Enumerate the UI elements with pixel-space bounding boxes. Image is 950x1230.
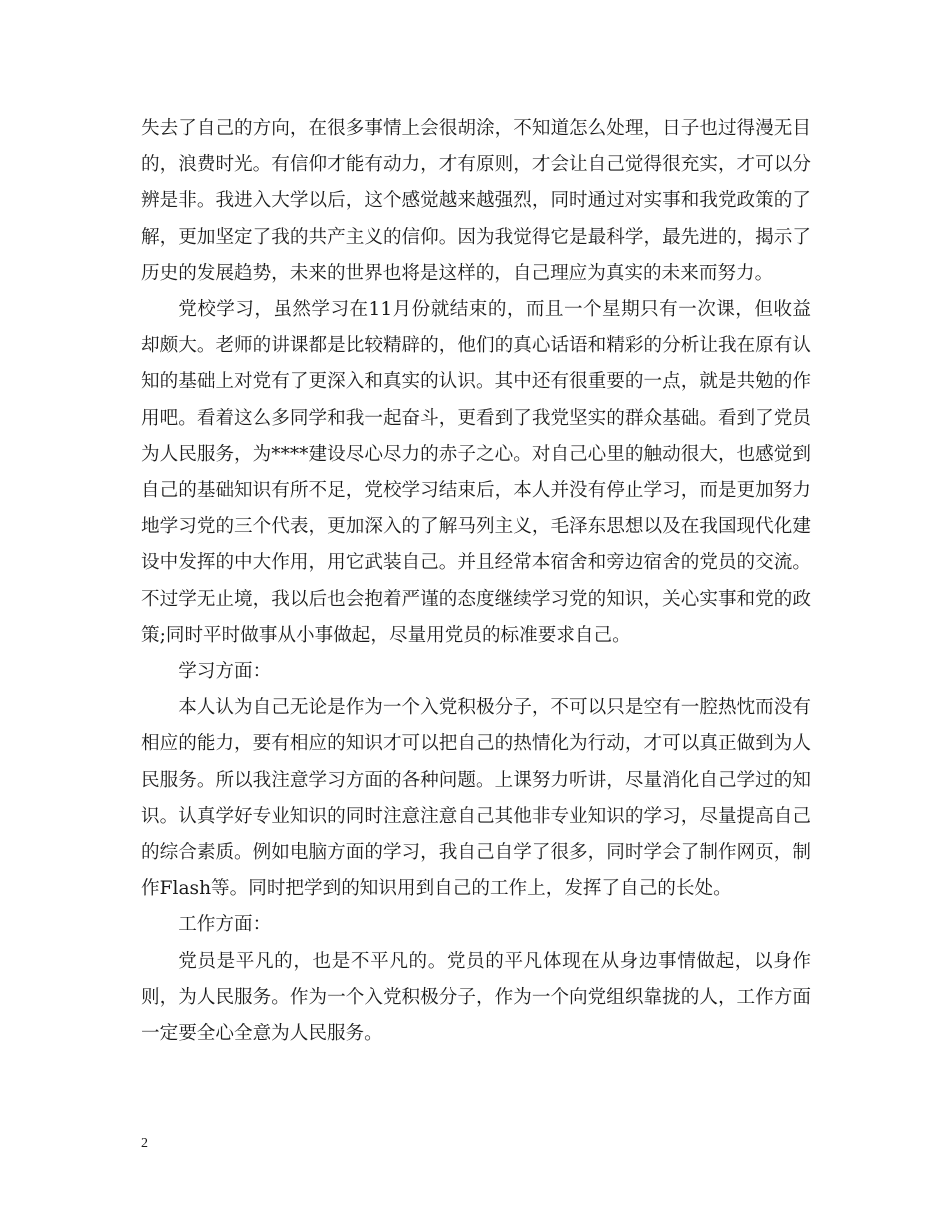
document-body: [141, 111, 811, 1052]
paragraph-party-school: 党校学习，虽然学习在11月份就结束的，而且一个星期只有一次课，但收益却颇大。老师的讲课都是比较精辟的，他们的真心话语和精彩的分析让我在原有认知的基础上对党有了更深入和真实的认识。其中还有很重要的一点，就是共勉的作用吧。看着这么多同学和我一起奋斗，更看到了我党坚实的群众基础。看到了党员为人民服务，为****建设尽心尽力的赤子之心。对自己心里的触动很大，也感觉到自己的基础知识有所不足，党校学习结束后，本人并没有停止学习，而是更加努力地学习党的三个代表，更加深入的了解马列主义，毛泽东思想以及在我国现代化建设中发挥的中大作用，用它武装自己。并且经常本宿舍和旁边宿舍的党员的交流。不过学无止境，我以后也会抱着严谨的态度继续学习党的知识，关心实事和党的政策;同时平时做事从小事做起，尽量用党员的标准要求自己。: [141, 299, 811, 646]
paragraph-continuation: 失去了自己的方向，在很多事情上会很胡涂，不知道怎么处理，日子也过得漫无目的，浪费时光。有信仰才能有动力，才有原则，才会让自己觉得很充实，才可以分辨是非。我进入大学以后，这个感觉越来越强烈，同时通过对实事和我党政策的了解，更加坚定了我的共产主义的信仰。因为我觉得它是最科学，最先进的，揭示了历史的发展趋势，未来的世界也将是这样的，自己理应为真实的未来而努力。: [141, 118, 811, 284]
heading-study: 学习方面：: [178, 661, 272, 683]
page-number: 2: [141, 1136, 148, 1151]
paragraph-work: 党员是平凡的，也是不平凡的。党员的平凡体现在从身边事情做起，以身作则，为人民服务。作为一个入党积极分子，作为一个向党组织靠拢的人，工作方面一定要全心全意为人民服务。: [141, 950, 811, 1045]
paragraph-study: 本人认为自己无论是作为一个入党积极分子，不可以只是空有一腔热忱而没有相应的能力，要有相应的知识才可以把自己的热情化为行动，才可以真正做到为人民服务。所以我注意学习方面的各种问题。上课努力听讲，尽量消化自己学过的知识。认真学好专业知识的同时注意注意自己其他非专业知识的学习，尽量提高自己的综合素质。例如电脑方面的学习，我自己自学了很多，同时学会了制作网页，制作Flash等。同时把学到的知识用到自己的工作上，发挥了自己的长处。: [141, 697, 811, 900]
heading-work: 工作方面：: [178, 914, 272, 936]
